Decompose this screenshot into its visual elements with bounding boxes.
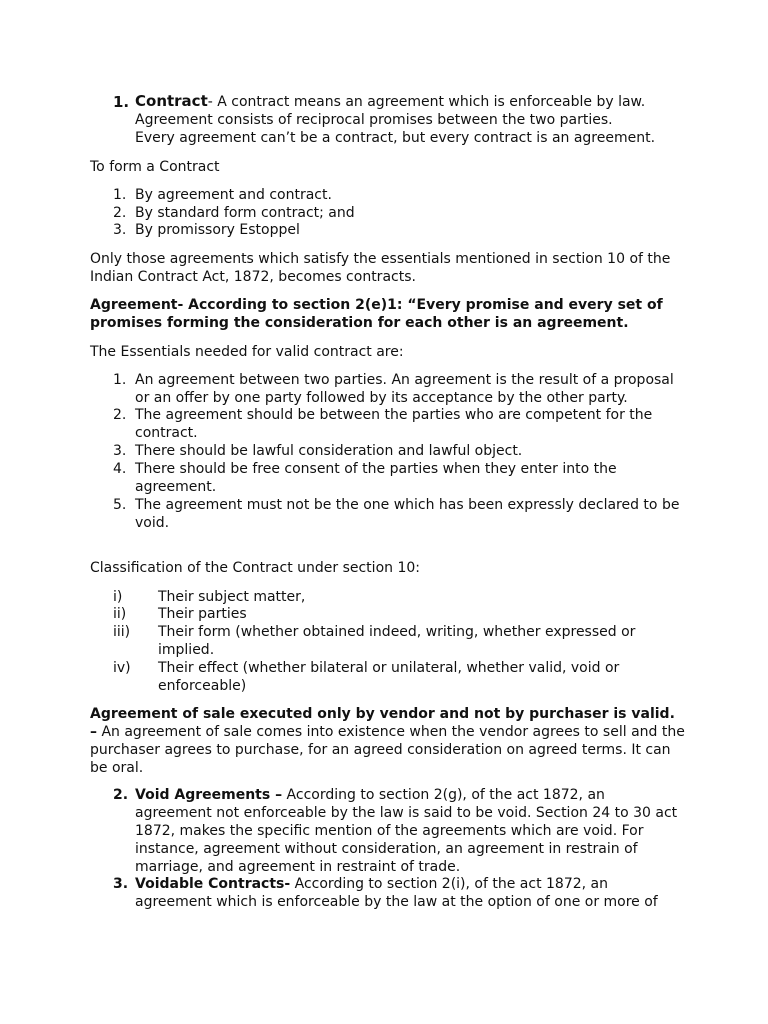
item-text: Agreement consists of reciprocal promises between the two parties.: [135, 112, 613, 128]
term-void-agreements: Void Agreements –: [135, 787, 283, 803]
only-those-paragraph: Only those agreements which satisfy the essentials mentioned in section 10 of the Indian Contract Act, 1872, becomes contracts.: [90, 251, 671, 285]
term-voidable-contracts: Voidable Contracts-: [135, 876, 291, 892]
term-contract: Contract: [135, 92, 208, 110]
sale-heading: Agreement of sale executed only by vendor and not by purchaser is valid.: [90, 706, 675, 722]
to-form-heading: To form a Contract: [90, 159, 220, 175]
document-page: 1. Contract- A contract means an agreement which is enforceable by law. Agreement consists of reciprocal promises between the two parties. Every agreement can’t be a contract, but every contract is an agreement. To form a Contract 1. By agreement and contract. 2. By standard form contract; and 3. By promissory Estoppel Only those agreements which satisfy the essentials mentioned in section 10 of the Indian Contract Act, 1872, becomes contracts. Agreement- According to section 2(e)1: “Every promise and every set of promises forming the consideration for each other is an agreement. The Essentials needed for valid contract are: 1. An agreement between two parties. An agreement is the result of a proposal or an offer by one party followed by its acceptance by the other party. 2. The agreement should be between the parties who are competent for the contract. 3. There should be lawful consideration and lawful object. 4. There should be free consent of the parties when they enter into the agreement. 5. The agreement must not be the one which has been expressly declared to be void. Classification of the Contract under section 10: i) Their subject matter, ii) Their parties iii) Their form (whether obtained indeed, writing, whether expressed or implied. iv) Their effect (whether bilateral or unilateral, whether valid, void or enforceable) Agreement of sale executed only by vendor and not by purchaser is valid. – An agreement of sale comes into existence when the vendor agrees to sell and the purchaser agrees to purchase, for an agreed consideration on agreed terms. It can be oral. 2. Void Agreements – According to section 2(g), of the act 1872, an agreement not enforceable by the law is said to be void. Section 24 to 30 act 1872, makes the specific mention of the agreements which are void. For instance, agreement without consideration, an agreement in restrain of marriage, and agreement in restraint of trade. 3. Voidable Contracts- According to section 2(i), of the act 1872, an agreement which is enforceable by the law at the option of one or more of: [0, 0, 768, 1024]
item-number: 1.: [113, 93, 130, 111]
item-text: - A contract means an agreement which is enforceable by law.: [207, 94, 646, 110]
sale-paragraph: Agreement of sale executed only by vendor and not by purchaser is valid. – An agreement of sale comes into existence when the vendor agrees to sell and the purchaser agrees to purchase, for an agreed consideration on agreed terms. It can be oral.: [90, 705, 690, 777]
essentials-intro: The Essentials needed for valid contract are:: [90, 344, 404, 360]
agreement-definition: Agreement- According to section 2(e)1: “Every promise and every set of promises forming the consideration for each other is an agreement.: [90, 297, 663, 331]
item-text: Every agreement can’t be a contract, but every contract is an agreement.: [135, 130, 656, 146]
classification-intro: Classification of the Contract under section 10:: [90, 560, 420, 576]
